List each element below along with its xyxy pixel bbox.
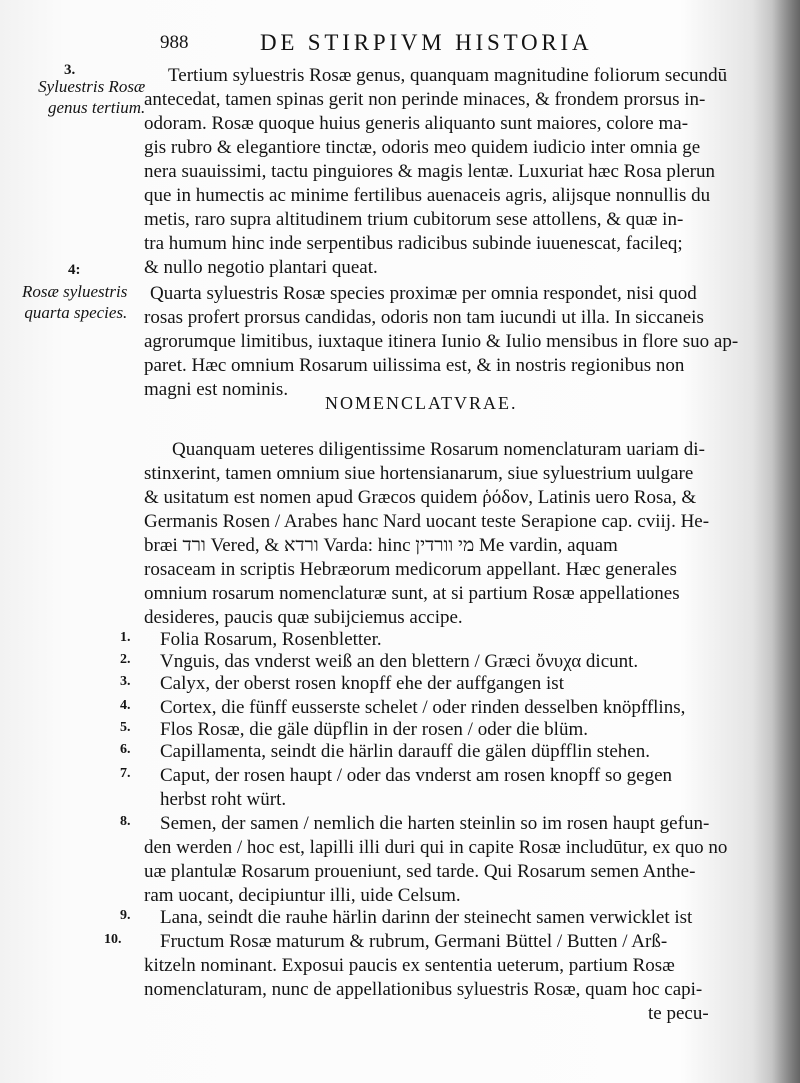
margin-note-line: Syluestris Rosæ <box>38 77 146 96</box>
section-title: NOMENCLATVRAE. <box>325 393 518 413</box>
text-line: gis rubro & elegantiore tinctæ, odoris meo quidem iudicio inter omnia ge <box>144 137 701 158</box>
text-line: magni est nominis. <box>144 379 289 400</box>
margin-note-number: 4: <box>68 262 81 278</box>
list-item: Caput, der rosen haupt / oder das vnderst am rosen knopff so gegen <box>160 765 672 786</box>
text-line: & nullo negotio plantari queat. <box>144 257 378 278</box>
item-number: 9. <box>120 908 131 923</box>
list-item-continuation: kitzeln nominant. Exposui paucis ex sententia ueterum, partium Rosæ <box>144 955 675 976</box>
item-number: 2. <box>120 652 131 667</box>
margin-note-number: 3. <box>64 62 76 78</box>
list-item: Fructum Rosæ maturum & rubrum, Germani Büttel / Butten / Arß- <box>160 931 668 952</box>
text-line: agrorumque limitibus, iuxtaque itinera Iunio & Iulio mensibus in flore suo ap- <box>144 331 739 352</box>
margin-note-line: Rosæ syluestris <box>22 282 128 301</box>
text-line: Quarta syluestris Rosæ species proximæ per omnia respondet, nisi quod <box>150 283 697 304</box>
running-head: DE STIRPIVM HISTORIA <box>260 30 593 55</box>
list-item: Calyx, der oberst rosen knopff ehe der auffgangen ist <box>160 673 564 694</box>
text-line: odoram. Rosæ quoque huius generis aliquanto sunt maiores, colore ma- <box>144 113 689 134</box>
list-item-continuation: den werden / hoc est, lapilli illi duri qui in capite Rosæ includūtur, ex quo no <box>144 837 728 858</box>
text-line: tra humum hinc inde serpentibus radicibus subinde iuuenescat, facileq; <box>144 233 683 254</box>
item-number: 4. <box>120 698 131 713</box>
item-number: 10. <box>104 932 122 947</box>
list-item: Cortex, die fünff eusserste schelet / oder rinden desselben knöpfflins, <box>160 697 686 718</box>
list-item: Vnguis, das vnderst weiß an den blettern / Græci ὄνυχα dicunt. <box>160 651 639 672</box>
text-line: rosas profert prorsus candidas, odoris non tam iucundi ut illa. In siccaneis <box>144 307 704 328</box>
text-line: Quanquam ueteres diligentissime Rosarum nomenclaturam uariam di- <box>172 439 705 460</box>
margin-note-genus-tertium <box>20 76 145 118</box>
item-number: 8. <box>120 814 131 829</box>
text-line: omnium rosarum nomenclaturæ sunt, at si partium Rosæ appellationes <box>144 583 680 604</box>
text-line: nera suauissimi, tactu pinguiores & magis lentæ. Luxuriat hæc Rosa plerun <box>144 161 715 182</box>
item-number: 5. <box>120 720 131 735</box>
text-line: bræi ורד Vered, & ורדא Varda: hinc מי וורדין Me vardin, aquam <box>144 535 618 556</box>
item-number: 3. <box>120 674 131 689</box>
list-item-continuation: herbst roht würt. <box>160 789 287 810</box>
margin-note-quarta-species <box>22 281 127 323</box>
list-item: Lana, seindt die rauhe härlin darinn der steinecht samen verwicklet ist <box>160 907 693 928</box>
text-line: metis, raro supra altitudinem trium cubitorum sese attollens, & quæ in- <box>144 209 684 230</box>
list-item-continuation: ram uocant, decipiuntur illi, uide Celsum. <box>144 885 461 906</box>
list-item-continuation: nomenclaturam, nunc de appellationibus syluestris Rosæ, quam hoc capi- <box>144 979 703 1000</box>
list-item: Capillamenta, seindt die härlin darauff die gälen düpfflin stehen. <box>160 741 650 762</box>
list-item-continuation: uæ plantulæ Rosarum proueniunt, sed tarde. Qui Rosarum semen Anthe- <box>144 861 696 882</box>
list-item: Flos Rosæ, die gäle düpflin in der rosen / oder die blüm. <box>160 719 588 740</box>
margin-note-line: quarta species. <box>24 303 128 322</box>
item-number: 6. <box>120 742 131 757</box>
text-line: Germanis Rosen / Arabes hanc Nard uocant teste Serapione cap. cviij. He- <box>144 511 710 532</box>
text-line: & usitatum est nomen apud Græcos quidem ῥόδον, Latinis uero Rosa, & <box>144 487 697 508</box>
list-item: Folia Rosarum, Rosenbletter. <box>160 629 382 650</box>
text-line: rosaceam in scriptis Hebræorum medicorum appellant. Hæc generales <box>144 559 677 580</box>
text-line: que in humectis ac minime fertilibus auenaceis agris, alijsque nonnullis du <box>144 185 711 206</box>
page-header <box>160 30 640 60</box>
text-line: desideres, paucis quæ subijciemus accipe. <box>144 607 463 628</box>
margin-note-line: genus tertium. <box>48 98 146 117</box>
item-number: 1. <box>120 630 131 645</box>
text-line: stinxerint, tamen omnium siue hortensianarum, siue syluestrium uulgare <box>144 463 694 484</box>
text-line: Tertium syluestris Rosæ genus, quanquam magnitudine foliorum secundū <box>168 65 728 86</box>
catchword: te pecu- <box>648 1003 709 1024</box>
item-number: 7. <box>120 766 131 781</box>
text-line: paret. Hæc omnium Rosarum uilissima est, & in nostris regionibus non <box>144 355 685 376</box>
text-line: antecedat, tamen spinas gerit non perinde minaces, & frondem prorsus in- <box>144 89 706 110</box>
page-number: 988 <box>160 32 189 53</box>
list-item: Semen, der samen / nemlich die harten steinlin so im rosen haupt gefun- <box>160 813 710 834</box>
